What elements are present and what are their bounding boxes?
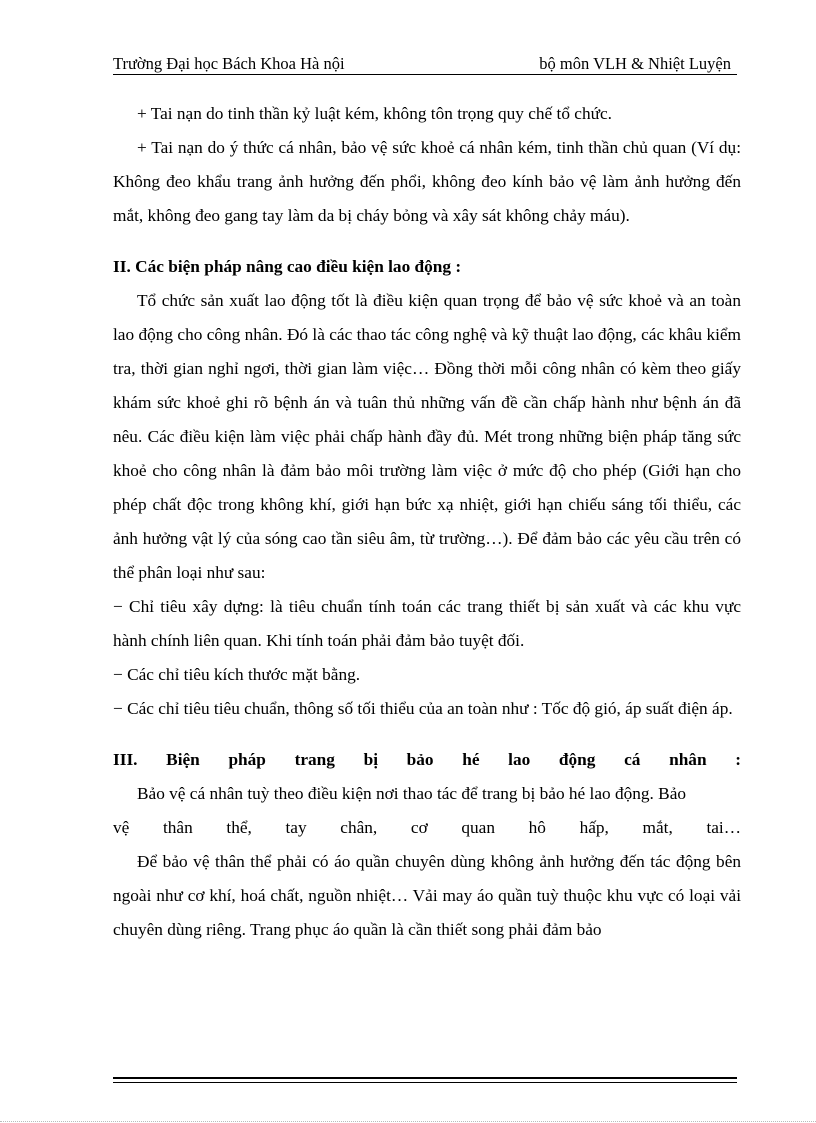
section-heading-iii: III. Biện pháp trang bị bảo hé lao động cá nhân : [113, 750, 741, 769]
page-body [113, 97, 741, 947]
header-rule [113, 74, 737, 75]
footer-rule-thin [113, 1082, 737, 1083]
bullet-floor-dimensions: − Các chỉ tiêu kích thước mặt bằng. [113, 665, 361, 684]
bullet-safety-parameters: − Các chỉ tiêu tiêu chuẩn, thông số tối thiểu của an toàn như : Tốc độ gió, áp suất điện áp. [113, 699, 733, 718]
paragraph-accident-discipline: + Tai nạn do tinh thần kỷ luật kém, không tôn trọng quy chế tổ chức. [137, 104, 612, 123]
paragraph-body-protection: Để bảo vệ thân thể phải có áo quần chuyên dùng không ảnh hưởng đến tác động bên ngoài như cơ khí, hoá chất, nguồn nhiệt… Vải may áo quần tuỳ thuộc khu vực có loại vải chuyên dùng riêng. Trang phục áo quần là cần thiết song phải đảm bảo [113, 852, 741, 939]
page-bottom-dotted-line [0, 1121, 816, 1122]
paragraph-personal-protection-line2: vệ thân thể, tay chân, cơ quan hô hấp, mắt, tai… [113, 818, 741, 837]
paragraph-personal-protection-line1: Bảo vệ cá nhân tuỳ theo điều kiện nơi thao tác để trang bị bảo hé lao động. Bảo [137, 784, 687, 803]
header-university: Trường Đại học Bách Khoa Hà nội [113, 54, 345, 73]
section-heading-ii: II. Các biện pháp nâng cao điều kiện lao động : [113, 257, 462, 276]
page-header [113, 50, 737, 76]
footer-rule-thick [113, 1077, 737, 1079]
paragraph-accident-awareness: + Tai nạn do ý thức cá nhân, bảo vệ sức khoẻ cá nhân kém, tinh thần chủ quan (Ví dụ: Không đeo khẩu trang ảnh hưởng đến phổi, không đeo kính bảo vệ làm ảnh hưởng đến mắt, không đeo gang tay làm da bị cháy bỏng và xây sát không chảy máu). [113, 138, 741, 225]
bullet-construction-criteria: − Chỉ tiêu xây dựng: là tiêu chuẩn tính toán các trang thiết bị sản xuất và các khu vực hành chính liên quan. Khi tính toán phải đảm bảo tuyệt đối. [113, 597, 741, 650]
header-department: bộ môn VLH & Nhiệt Luyện [539, 54, 731, 73]
paragraph-production-organization: Tổ chức sản xuất lao động tốt là điều kiện quan trọng để bảo vệ sức khoẻ và an toàn lao động cho công nhân. Đó là các thao tác công nghệ và kỹ thuật lao động, các khâu kiểm tra, thời gian nghỉ ngơi, thời gian làm việc… Đồng thời mỗi công nhân có kèm theo giấy khám sức khoẻ ghi rõ bệnh án và tuân thủ những vấn đề cần chấp hành như bệnh án đã nêu. Các điều kiện làm việc phải chấp hành đầy đủ. Mét trong những biện pháp tăng sức khoẻ cho công nhân là đảm bảo môi trường làm việc ở mức độ cho phép (Giới hạn cho phép chất độc trong không khí, giới hạn bức xạ nhiệt, giới hạn chiếu sáng tối thiểu, các ảnh hưởng vật lý của sóng cao tần siêu âm, từ trường…). Để đảm bảo các yêu cầu trên có thể phân loại như sau: [113, 291, 741, 582]
